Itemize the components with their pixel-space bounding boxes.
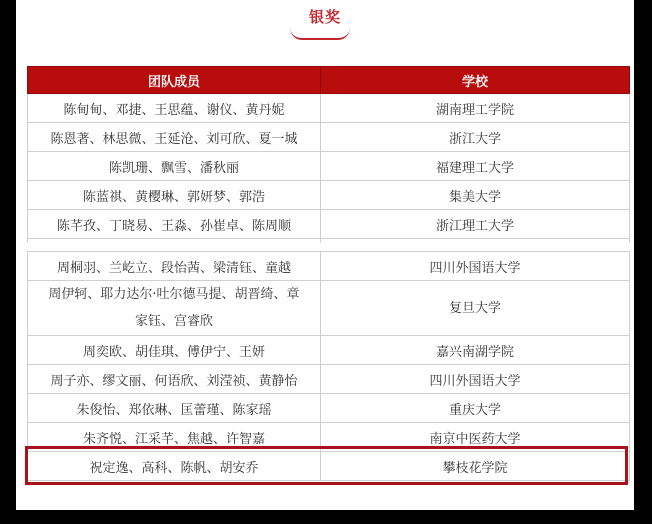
members-cell: 陈芊孜、丁晓易、王淼、孙崔卓、陈周顺 — [28, 210, 321, 239]
table-header-row — [28, 67, 630, 94]
members-cell: 周桐羽、兰屹立、段怡茜、梁清钰、童越 — [28, 252, 321, 281]
members-cell: 周奕欧、胡佳琪、傅伊宁、王妍 — [28, 336, 321, 365]
school-cell: 福建理工大学 — [321, 152, 630, 181]
winners-table-bottom — [27, 251, 630, 481]
members-cell — [28, 281, 321, 336]
title-underline — [290, 28, 350, 40]
table-row — [28, 365, 630, 394]
table-row — [28, 123, 630, 152]
members-cell: 陈凯珊、飘雪、潘秋丽 — [28, 152, 321, 181]
school-cell: 攀枝花学院 — [321, 452, 630, 481]
table-row — [28, 394, 630, 423]
header-school: 学校 — [321, 67, 630, 94]
school-cell: 四川外国语大学 — [321, 252, 630, 281]
members-cell: 陈恩著、林思微、王延沧、刘可欣、夏一城 — [28, 123, 321, 152]
header-members: 团队成员 — [28, 67, 321, 94]
table-row-highlighted — [28, 452, 630, 481]
school-cell: 嘉兴南湖学院 — [321, 336, 630, 365]
members-cell: 陈蓝祺、黄樱琳、郭妍梦、郭浩 — [28, 181, 321, 210]
members-line-2: 家钰、宫睿欣 — [134, 314, 213, 329]
table-row — [28, 181, 630, 210]
award-title: 银奖 — [308, 8, 341, 26]
award-card — [16, 0, 634, 510]
school-cell: 复旦大学 — [321, 281, 630, 336]
table-row — [28, 423, 630, 452]
award-header — [16, 0, 634, 40]
members-cell: 周子亦、缪文丽、何语欣、刘滢祯、黄静怡 — [28, 365, 321, 394]
winners-table-top — [27, 66, 630, 243]
school-cell: 湖南理工学院 — [321, 94, 630, 123]
members-cell: 陈甸甸、邓捷、王思蕴、谢仪、黄丹妮 — [28, 94, 321, 123]
table-row — [28, 94, 630, 123]
table-row — [28, 210, 630, 239]
members-cell: 祝定逸、高科、陈帆、胡安乔 — [28, 452, 321, 481]
school-cell: 重庆大学 — [321, 394, 630, 423]
school-cell: 集美大学 — [321, 181, 630, 210]
members-cell: 朱俊怡、郑依琳、匡蕾瑾、陈家瑶 — [28, 394, 321, 423]
table-row — [28, 252, 630, 281]
table-row-cut — [28, 239, 630, 244]
school-cell: 四川外国语大学 — [321, 365, 630, 394]
school-cell: 浙江理工大学 — [321, 210, 630, 239]
members-cell: 朱齐悦、江采芊、焦越、许智嘉 — [28, 423, 321, 452]
table-row — [28, 336, 630, 365]
table-row — [28, 152, 630, 181]
school-cell: 浙江大学 — [321, 123, 630, 152]
school-cell: 南京中医药大学 — [321, 423, 630, 452]
members-line-1: 周伊轲、耶力达尔·吐尔德马提、胡晋绮、章 — [48, 287, 300, 302]
table-row — [28, 281, 630, 336]
